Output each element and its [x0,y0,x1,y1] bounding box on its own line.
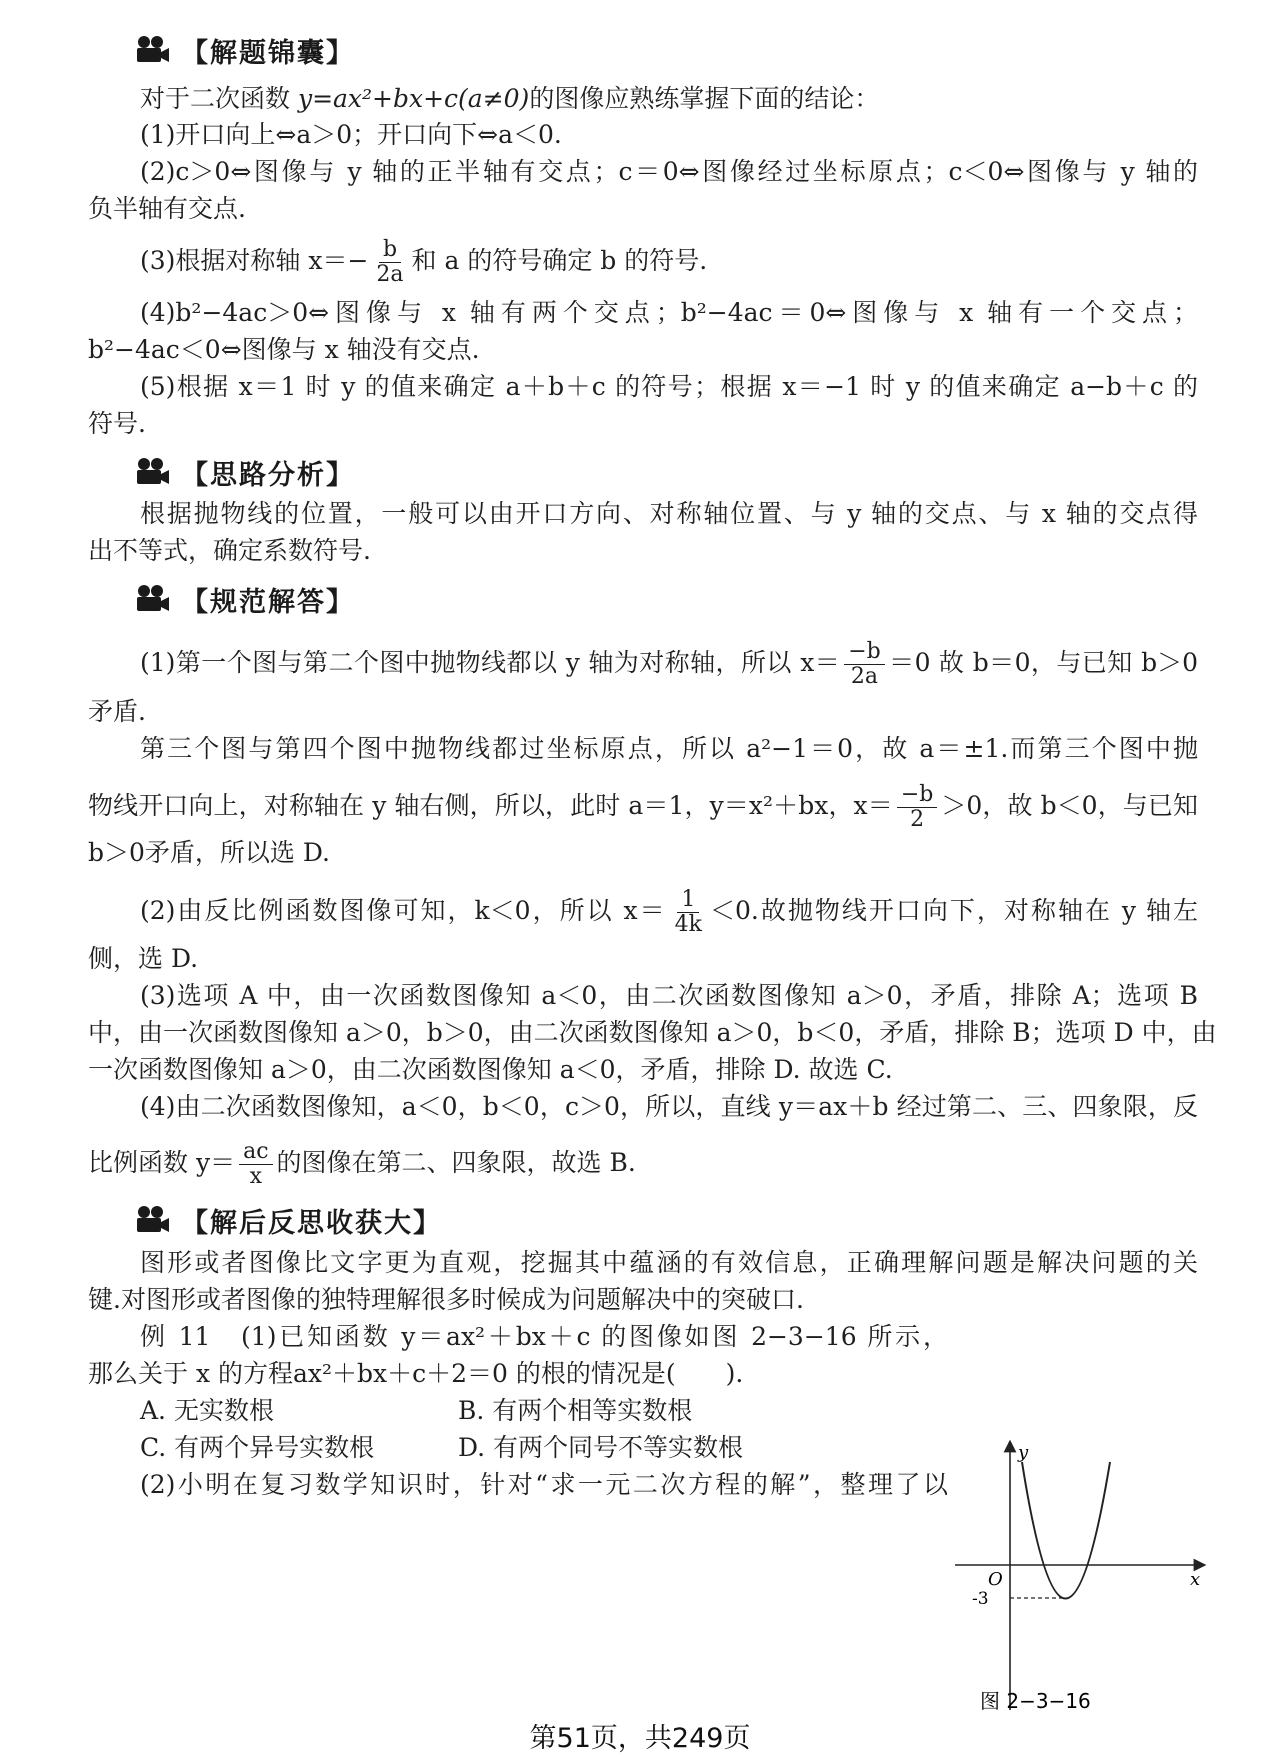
y-axis-label: y [1018,1442,1029,1463]
heading-text: 【规范解答】 [181,586,355,618]
option-d: D. 有两个同号不等实数根 [458,1433,744,1462]
parabola-figure [950,1440,1210,1720]
parabola-curve [1022,1462,1110,1599]
example-line1: 例 11 (1)已知函数 y＝ax²＋bx＋c 的图像如图 2−3−16 所示， [140,1322,948,1351]
fraction: $\frac{-b}{2}$ [897,783,938,832]
tips-p3: (3)根据对称轴 x＝− $\frac{b}{2a}$ 和 a 的符号确定 b 的符号. [140,237,708,287]
tips-p2-line2: 负半轴有交点. [88,194,246,223]
analysis-line1: 根据抛物线的位置，一般可以由开口方向、对称轴位置、与 y 轴的交点、与 x 轴的交点得 [140,499,1198,528]
fraction: $\frac{ac}{x}$ [239,1140,272,1189]
reflection-line1: 图形或者图像比文字更为直观，挖掘其中蕴涵的有效信息，正确理解问题是解决问题的关 [140,1248,1198,1277]
analysis-line2: 出不等式，确定系数符号. [88,536,371,565]
fraction: $\frac{1}{4k}$ [674,887,702,937]
camera-icon [135,456,171,488]
origin-label: O [988,1569,1003,1590]
solution-1-p2-line3: b＞0矛盾，所以选 D. [88,838,330,867]
heading-text: 【思路分析】 [181,459,355,491]
tips-p2-line1: (2)c＞0⇔图像与 y 轴的正半轴有交点；c＝0⇔图像经过坐标原点；c＜0⇔图像与 y 轴的 [140,157,1198,186]
solution-4-line2: 比例函数 y＝ $\frac{ac}{x}$ 的图像在第二、四象限，故选 B. [88,1139,636,1189]
solution-2-line1: (2)由反比例函数图像可知，k＜0，所以 x＝ $\frac{1}{4k}$ ＜0.故抛物线开口向下，对称轴在 y 轴左 [140,887,1199,937]
option-c: C. 有两个异号实数根 [140,1433,375,1462]
camera-icon [135,583,171,615]
solution-1-p2-line1: 第三个图与第四个图中抛物线都过坐标原点，所以 a²−1＝0，故 a＝±1.而第三个图中抛 [140,734,1198,763]
solution-1-line1: (1)第一个图与第二个图中抛物线都以 y 轴为对称轴，所以 x＝ $\frac{-b}{2a}$ ＝0 故 b＝0，与已知 b＞0 [140,639,1198,689]
solution-2-line2: 侧，选 D. [88,944,199,973]
fraction: $\frac{b}{2a}$ [376,237,404,287]
section-heading-solution [135,579,355,619]
section-heading-reflection [135,1200,442,1240]
tips-p1: (1)开口向上⇔a＞0；开口向下⇔a＜0. [140,120,562,149]
min-value-label: -3 [972,1589,989,1609]
tips-p4-line2: b²−4ac＜0⇔图像与 x 轴没有交点. [88,335,480,364]
tips-p4-line1: (4)b²−4ac＞0⇔图像与 x 轴有两个交点；b²−4ac＝0⇔图像与 x 轴有一个交点； [140,298,1198,327]
heading-text: 【解后反思收获大】 [181,1207,442,1239]
solution-1-p2-line2: 物线开口向上，对称轴在 y 轴右侧，所以，此时 a＝1，y＝x²＋bx，x＝ $\frac{-b}{2}$ ＞0，故 b＜0，与已知 [88,782,1199,832]
figure-caption: 图 2−3−16 [980,1689,1091,1713]
example-line3: (2)小明在复习数学知识时，针对“求一元二次方程的解”，整理了以 [140,1470,948,1499]
x-axis-label: x [1190,1569,1201,1590]
example-line2: 那么关于 x 的方程ax²＋bx＋c＋2＝0 的根的情况是( ). [88,1359,744,1388]
section-heading-analysis [135,452,355,492]
solution-3-line3: 一次函数图像知 a＞0，由二次函数图像知 a＜0，矛盾，排除 D. 故选 C. [88,1055,893,1084]
tips-intro: 对于二次函数 y=ax²+bx+c(a≠0)的图像应熟练掌握下面的结论： [140,84,880,113]
section-heading-tips [135,30,355,70]
fraction: $\frac{-b}{2a}$ [844,640,885,689]
solution-3-line1: (3)选项 A 中，由一次函数图像知 a＜0，由二次函数图像知 a＞0，矛盾，排除 A；选项 B [140,981,1198,1010]
solution-1-line2: 矛盾. [88,697,146,726]
reflection-line2: 键.对图形或者图像的独特理解很多时候成为问题解决中的突破口. [88,1285,804,1314]
solution-3-line2: 中，由一次函数图像知 a＞0，b＞0，由二次函数图像知 a＞0，b＜0，矛盾，排除 B；选项 D 中，由 [88,1018,1217,1047]
camera-icon [135,34,171,66]
solution-4-line1: (4)由二次函数图像知，a＜0，b＜0，c＞0，所以，直线 y＝ax＋b 经过第二、三、四象限，反 [140,1092,1198,1121]
tips-p5-line2: 符号. [88,409,146,438]
heading-text: 【解题锦囊】 [181,37,355,69]
option-b: B. 有两个相等实数根 [458,1396,693,1425]
page-number-footer: 第51页，共249页 [529,1723,751,1754]
option-a: A. 无实数根 [140,1396,274,1425]
tips-p5-line1: (5)根据 x＝1 时 y 的值来确定 a＋b＋c 的符号；根据 x＝−1 时 y 的值来确定 a−b＋c 的 [140,372,1198,401]
camera-icon [135,1204,171,1236]
